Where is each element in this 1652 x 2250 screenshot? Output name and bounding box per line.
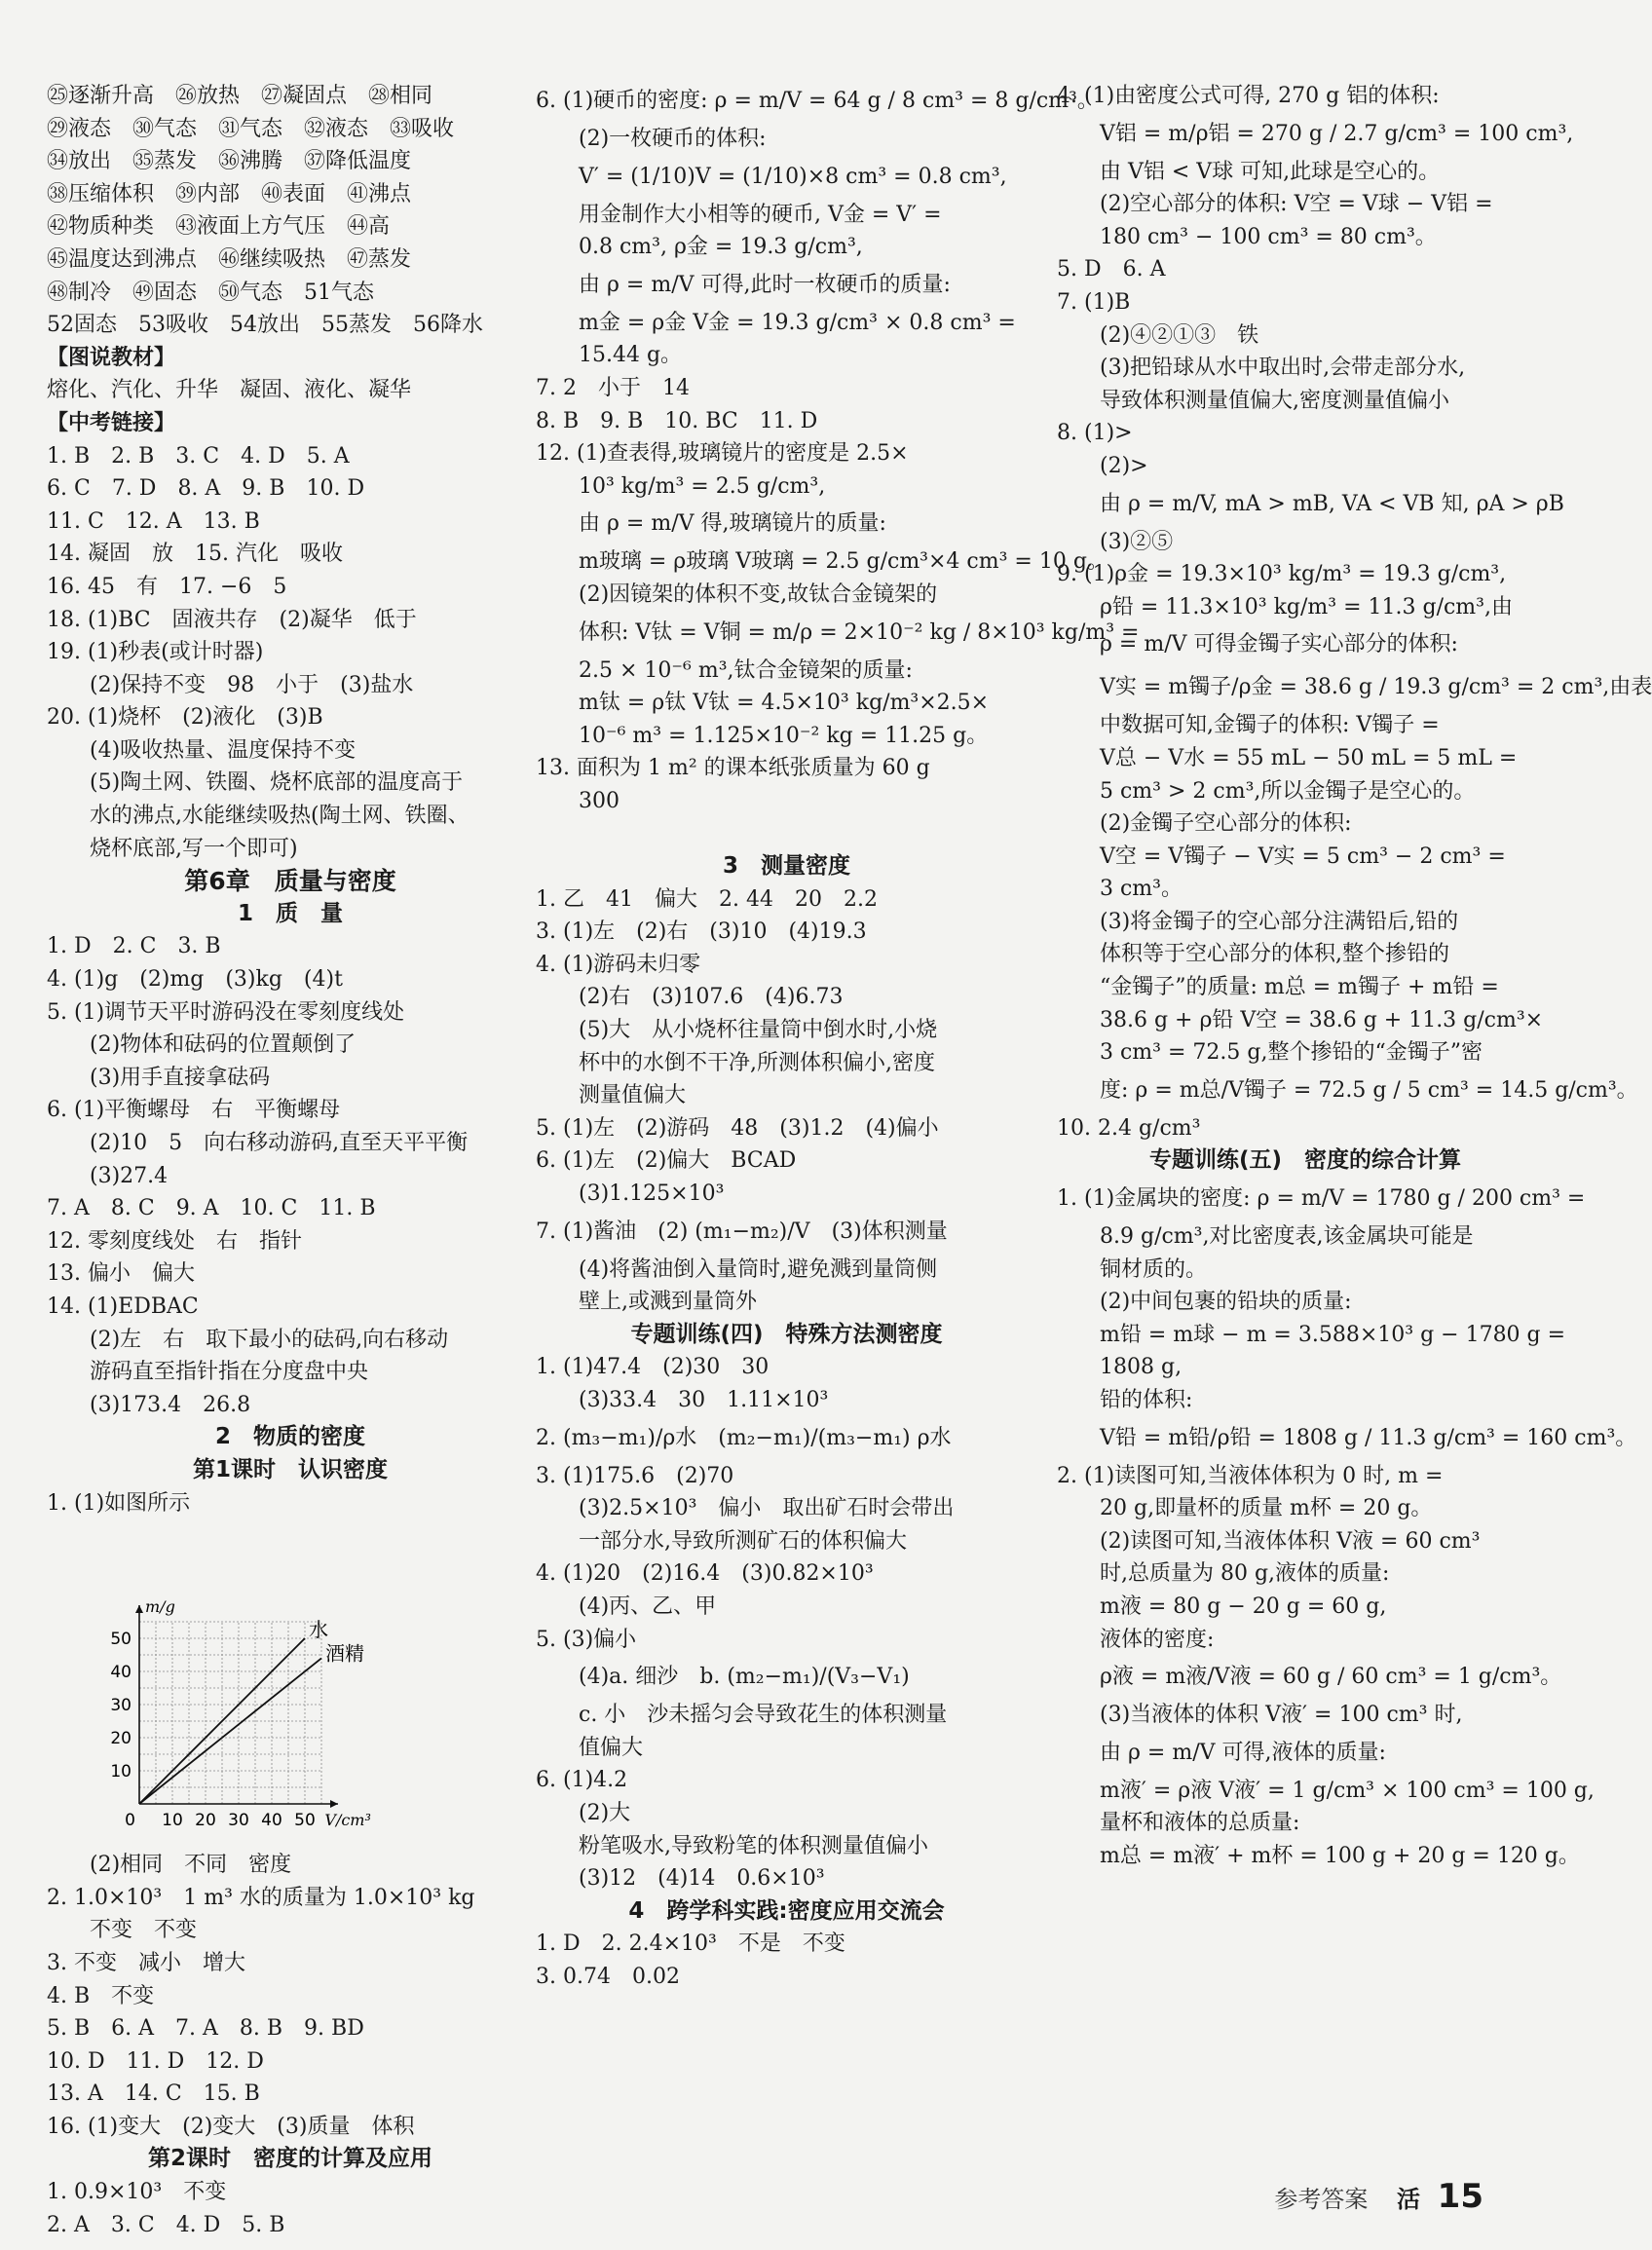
answer-line: 值偏大 [536,1735,644,1760]
page-number: 15 [1437,2177,1483,2216]
answer-line: 不变 不变 [47,1918,198,1943]
answer-line: (2)金镯子空心部分的体积: [1057,811,1352,837]
answer-line: 18. (1)BC 固液共存 (2)凝华 低于 [47,607,417,632]
answer-line: 铅的体积: [1057,1388,1193,1412]
answer-line: ρ液 = m液/V液 = 60 g / 60 cm³ = 1 g/cm³。 [1057,1665,1562,1690]
answer-line: 4. (1)20 (2)16.4 (3)0.82×10³ [536,1561,874,1587]
x-axis-label: V/cm³ [324,1811,371,1830]
answer-line: 3. 0.74 0.02 [536,1964,680,1989]
answer-line: 14. (1)EDBAC [47,1294,199,1319]
answer-line: V空 = V镯子 − V实 = 5 cm³ − 2 cm³ = [1057,844,1506,869]
answer-line: 由 ρ = m/V 可得,液体的质量: [1057,1740,1386,1765]
answer-line: 52固态 53吸收 54放出 55蒸发 56降水 [47,313,483,338]
answer-line: 8.9 g/cm³,对比密度表,该金属块可能是 [1057,1224,1474,1250]
answer-line: 0.8 cm³, ρ金 = 19.3 g/cm³, [536,235,863,260]
answer-line: 体积等于空心部分的体积,整个掺铅的 [1057,942,1449,967]
y-tick-label: 50 [110,1630,131,1650]
section-heading: 第1课时 认识密度 [192,1456,388,1482]
answer-line: ㊽制冷 ㊾固态 ㊿气态 51气态 [47,280,374,305]
y-tick-label: 20 [110,1729,131,1749]
mass-volume-chart-svg [86,1521,397,1843]
section-heading: 3 测量密度 [722,853,850,880]
answer-line: m液′ = ρ液 V液′ = 1 g/cm³ × 100 cm³ = 100 g, [1057,1778,1595,1803]
answer-line: (3)用手直接拿砝码 [47,1065,271,1090]
answer-line: 烧杯底部,写一个即可) [47,836,298,861]
answer-line: 7. (1)B [1057,289,1131,315]
column-right [1057,80,1652,1873]
answer-line: 5. D 6. A [1057,257,1166,282]
section-heading: 第6章 质量与密度 [184,867,396,896]
answer-line: 4. (1)由密度公式可得, 270 g 铝的体积: [1057,84,1440,108]
answer-line: V铅 = m铅/ρ铅 = 1808 g / 11.3 g/cm³ = 160 cm³。 [1057,1425,1637,1450]
answer-line: (2)10 5 向右移动游码,直至天平平衡 [47,1131,469,1155]
answer-line: (4)吸收热量、温度保持不变 [47,737,357,763]
answer-line: (3)把铅球从水中取出时,会带走部分水, [1057,356,1466,381]
mass-volume-chart [47,1521,534,1843]
answer-line: (2)④②①③ 铁 [1057,322,1259,348]
answer-line [536,818,1037,851]
section-heading: 1 质 量 [237,900,343,926]
answer-line: m钛 = ρ钛 V钛 = 4.5×10³ kg/m³×2.5× [536,691,990,716]
answer-line: (3)12 (4)14 0.6×10³ [536,1866,825,1892]
answer-line: 体积: V钛 = V铜 = m/ρ = 2×10⁻² kg / 8×10³ kg/m³ = [536,619,1140,645]
answer-line: 6. (1)左 (2)偏大 BCAD [536,1148,797,1174]
answer-line: ㉞放出 ㉟蒸发 ㊱沸腾 ㊲降低温度 [47,149,412,174]
answer-line: m液 = 80 g − 20 g = 60 g, [1057,1594,1387,1619]
answer-line: 【中考链接】 [47,410,176,435]
answer-line: c. 小 沙未摇匀会导致花生的体积测量 [536,1703,948,1728]
answer-line: (3)将金镯子的空心部分注满铅后,铅的 [1057,909,1459,934]
answer-line: 水的沸点,水能继续吸热(陶土网、铁圈、 [47,804,469,829]
answer-line: 一部分水,导致所测矿石的体积偏大 [536,1528,907,1554]
answer-line: (3)27.4 [47,1163,169,1188]
answer-line: 1. (1)金属块的密度: ρ = m/V = 1780 g / 200 cm³ = [1057,1186,1586,1212]
answer-line: 测量值偏大 [536,1083,687,1108]
answer-line: 4. (1)g (2)mg (3)kg (4)t [47,967,343,993]
answer-line: 10⁻⁶ m³ = 1.125×10⁻² kg = 11.25 g。 [536,723,989,748]
answer-line: (3)173.4 26.8 [47,1392,251,1417]
answer-line: 13. A 14. C 15. B [47,2081,260,2107]
answer-line: 6. (1)4.2 [536,1768,628,1793]
answer-line: m铅 = m球 − m = 3.588×10³ g − 1780 g = [1057,1322,1566,1347]
answer-line: ρ铅 = 11.3×10³ kg/m³ = 11.3 g/cm³,由 [1057,594,1513,619]
answer-line: 14. 凝固 放 15. 汽化 吸收 [47,542,343,567]
answer-line: ㊳压缩体积 ㊴内部 ㊵表面 ㊶沸点 [47,181,412,206]
y-axis-arrow [135,1605,143,1613]
answer-line: 4. B 不变 [47,1983,155,2008]
answer-line: 38.6 g + ρ铅 V空 = 38.6 g + 11.3 g/cm³× [1057,1007,1544,1032]
answer-line: 16. 45 有 17. −6 5 [47,574,287,599]
answer-line: (3)当液体的体积 V液′ = 100 cm³ 时, [1057,1703,1463,1728]
x-tick-label: 10 [162,1811,183,1831]
answer-line: 2. (1)读图可知,当液体体积为 0 时, m = [1057,1463,1444,1488]
answer-line: (3)1.125×10³ [536,1181,725,1207]
answer-line: ㊺温度达到沸点 ㊻继续吸热 ㊼蒸发 [47,246,412,272]
answer-line: (3)33.4 30 1.11×10³ [536,1388,829,1412]
section-heading: 4 跨学科实践:密度应用交流会 [628,1897,945,1924]
answer-line: 2.5 × 10⁻⁶ m³,钛合金镜架的质量: [536,657,913,683]
answer-line: 游码直至指针指在分度盘中央 [47,1360,369,1385]
answer-line: ㊷物质种类 ㊸液面上方气压 ㊹高 [47,214,391,240]
answer-line: 10. 2.4 g/cm³ [1057,1115,1201,1141]
answer-line: (4)丙、乙、甲 [536,1594,717,1619]
answer-line: 5. (1)调节天平时游码没在零刻度线处 [47,999,405,1025]
answer-line: V实 = m镯子/ρ金 = 38.6 g / 19.3 g/cm³ = 2 cm³,由表 [1057,675,1652,700]
answer-line: 6. (1)硬币的密度: ρ = m/V = 64 g / 8 cm³ = 8 g/cm³。 [536,89,1099,113]
answer-line: ρ = m/V 可得金镯子实心部分的体积: [1057,632,1458,657]
answer-line: 中数据可知,金镯子的体积: V镯子 = [1057,713,1440,738]
answer-line: (2)> [1057,453,1148,478]
page-footer [1274,2177,1483,2216]
answer-line: 1808 g, [1057,1355,1183,1380]
answer-line: 1. D 2. C 3. B [47,934,221,959]
footer-activity: 活 [1397,2186,1421,2213]
x-tick-label: 40 [261,1811,282,1831]
answer-line: 1. (1)如图所示 [47,1490,191,1516]
answer-line: 2. A 3. C 4. D 5. B [47,2212,285,2237]
answer-line: 度: ρ = m总/V镯子 = 72.5 g / 5 cm³ = 14.5 g/cm³。 [1057,1077,1638,1103]
section-heading: 专题训练(四) 特殊方法测密度 [630,1321,943,1347]
answer-line: 5. (3)偏小 [536,1627,637,1652]
answer-line: (2)相同 不同 密度 [47,1853,292,1878]
answer-line: 16. (1)变大 (2)变大 (3)质量 体积 [47,2114,415,2139]
x-tick-label: 20 [195,1811,216,1831]
answer-line: 杯中的水倒不干净,所测体积偏小,密度 [536,1050,935,1075]
answer-line: (2)中间包裹的铅块的质量: [1057,1290,1352,1315]
answer-line: V总 − V水 = 55 mL − 50 mL = 5 mL = [1057,745,1518,770]
answer-line: 7. A 8. C 9. A 10. C 11. B [47,1196,376,1221]
answer-line: 7. (1)酱油 (2) (m₁−m₂)/V (3)体积测量 [536,1219,948,1244]
series-line-alcohol [139,1659,321,1805]
answer-line: 11. C 12. A 13. B [47,508,260,534]
series-label-water: 水 [309,1618,328,1642]
section-heading: 专题训练(五) 密度的综合计算 [1148,1147,1462,1174]
answer-line: 6. C 7. D 8. A 9. B 10. D [47,476,365,502]
column-left-lines-2 [47,1849,534,2241]
answer-line: 12. (1)查表得,玻璃镜片的密度是 2.5× [536,441,909,467]
answer-line: 300 [536,788,620,813]
answer-line: (3)2.5×10³ 偏小 取出矿石时会带出 [536,1496,955,1521]
answer-line: 9. (1)ρ金 = 19.3×10³ kg/m³ = 19.3 g/cm³, [1057,562,1507,587]
answer-line: (2)因镜架的体积不变,故钛合金镜架的 [536,581,938,607]
answer-line: 由 V铝 < V球 可知,此球是空心的。 [1057,159,1441,184]
answer-line: 20. (1)烧杯 (2)液化 (3)B [47,705,323,731]
answer-line: 19. (1)秒表(或计时器) [47,640,264,665]
answer-line: 液体的密度: [1057,1627,1215,1652]
answer-line: 壁上,或溅到量筒外 [536,1290,757,1315]
y-tick-label: 10 [110,1762,131,1782]
answer-line: (5)大 从小烧杯往量筒中倒水时,小烧 [536,1018,938,1043]
answer-line: (3)②⑤ [1057,529,1174,554]
answer-line: 7. 2 小于 14 [536,375,690,400]
answer-line: 时,总质量为 80 g,液体的质量: [1057,1561,1390,1587]
origin-label: 0 [125,1811,135,1831]
answer-line: 熔化、汽化、升华 凝固、液化、凝华 [47,378,412,403]
answer-line: 5 cm³ > 2 cm³,所以金镯子是空心的。 [1057,778,1476,804]
answer-line: 由 ρ = m/V, mA > mB, VA < VB 知, ρA > ρB [1057,491,1564,516]
series-label-alcohol: 酒精 [325,1641,364,1666]
answer-line: 3. (1)左 (2)右 (3)10 (4)19.3 [536,919,867,945]
answer-line: 2. 1.0×10³ 1 m³ 水的质量为 1.0×10³ kg [47,1885,475,1910]
answer-line: 由 ρ = m/V 可得,此时一枚硬币的质量: [536,272,951,297]
section-heading: 第2课时 密度的计算及应用 [147,2146,432,2172]
section-heading: 2 物质的密度 [214,1424,365,1450]
answer-line: 15.44 g。 [536,343,683,368]
answer-line: 8. (1)> [1057,421,1133,446]
answer-line: ㉙液态 ㉚气态 ㉛气态 ㉜液态 ㉝吸收 [47,116,455,141]
answer-line: 导致体积测量值偏大,密度测量值偏小 [1057,388,1449,413]
answer-line: 10³ kg/m³ = 2.5 g/cm³, [536,473,826,499]
y-axis-label: m/g [145,1596,175,1616]
y-tick-label: 40 [110,1663,131,1683]
answer-line: 铜材质的。 [1057,1256,1208,1282]
answer-line: 3. 不变 减小 增大 [47,1950,245,1975]
answer-line: (2)一枚硬币的体积: [536,127,767,151]
answer-line: 3. (1)175.6 (2)70 [536,1463,734,1488]
answer-line: 1. D 2. 2.4×10³ 不是 不变 [536,1931,845,1957]
y-tick-label: 30 [110,1696,131,1716]
answer-line: V铝 = m/ρ铝 = 270 g / 2.7 g/cm³ = 100 cm³, [1057,121,1574,146]
answer-line: (2)读图可知,当液体体积 V液 = 60 cm³ [1057,1528,1481,1554]
x-tick-label: 30 [228,1811,249,1831]
answer-line: 5. B 6. A 7. A 8. B 9. BD [47,2016,364,2042]
answer-line: m玻璃 = ρ玻璃 V玻璃 = 2.5 g/cm³×4 cm³ = 10 g。 [536,549,1108,575]
answer-line: 1. (1)47.4 (2)30 30 [536,1355,770,1380]
answer-line: 3 cm³。 [1057,877,1183,902]
answer-line: “金镯子”的质量: m总 = m镯子 + m铅 = [1057,975,1499,1000]
answer-line: (4)a. 细沙 b. (m₂−m₁)/(V₃−V₁) [536,1665,910,1690]
answer-line: 180 cm³ − 100 cm³ = 80 cm³。 [1057,224,1437,249]
answer-line: 8. B 9. B 10. BC 11. D [536,408,818,433]
x-tick-label: 50 [294,1811,316,1831]
answer-line: m金 = ρ金 V金 = 19.3 g/cm³ × 0.8 cm³ = [536,310,1016,335]
answer-line: 13. 偏小 偏大 [47,1261,195,1287]
answer-line: (2)保持不变 98 小于 (3)盐水 [47,672,414,697]
answer-line: 1. 乙 41 偏大 2. 44 20 2.2 [536,886,878,912]
answer-line: 12. 零刻度线处 右 指针 [47,1228,302,1254]
answer-line: (2)左 右 取下最小的砝码,向右移动 [47,1327,449,1352]
answer-line: (5)陶土网、铁圈、烧杯底部的温度高于 [47,770,464,796]
answer-line: 粉笔吸水,导致粉笔的体积测量值偏小 [536,1833,928,1858]
x-axis-arrow [330,1800,338,1808]
answer-line: m总 = m液′ + m杯 = 100 g + 20 g = 120 g。 [1057,1843,1580,1868]
answer-line: 量杯和液体的总质量: [1057,1811,1300,1836]
answer-line: 2. (m₃−m₁)/ρ水 (m₂−m₁)/(m₃−m₁) ρ水 [536,1425,952,1450]
answer-line: 由 ρ = m/V 得,玻璃镜片的质量: [536,511,886,537]
footer-label: 参考答案 [1274,2186,1369,2213]
answer-line: (2)右 (3)107.6 (4)6.73 [536,985,844,1010]
answer-line: 13. 面积为 1 m² 的课本纸张质量为 60 g [536,756,930,781]
answer-line: 20 g,即量杯的质量 m杯 = 20 g。 [1057,1496,1433,1521]
answer-line: (2)大 [536,1800,631,1825]
answer-line: V′ = (1/10)V = (1/10)×8 cm³ = 0.8 cm³, [536,164,1007,189]
column-left-lines [47,80,534,1519]
column-left [47,80,534,2241]
answer-line: 用金制作大小相等的硬币, V金 = V′ = [536,202,942,227]
answer-line: 5. (1)左 (2)游码 48 (3)1.2 (4)偏小 [536,1115,939,1141]
answer-line: (4)将酱油倒入量筒时,避免溅到量筒侧 [536,1256,938,1282]
answer-line: 3 cm³ = 72.5 g,整个掺铅的“金镯子”密 [1057,1040,1483,1066]
answer-line: ㉕逐渐升高 ㉖放热 ㉗凝固点 ㉘相同 [47,84,433,108]
answer-line: 1. 0.9×10³ 不变 [47,2180,227,2205]
answer-line: (2)空心部分的体积: V空 = V球 − V铝 = [1057,192,1493,217]
answer-line: 10. D 11. D 12. D [47,2048,264,2074]
answer-line: 4. (1)游码未归零 [536,952,701,977]
answer-line: 1. B 2. B 3. C 4. D 5. A [47,443,350,469]
answer-line: (2)物体和砝码的位置颠倒了 [47,1032,357,1058]
answer-line: 【图说教材】 [47,345,176,370]
answer-line: 6. (1)平衡螺母 右 平衡螺母 [47,1098,341,1123]
